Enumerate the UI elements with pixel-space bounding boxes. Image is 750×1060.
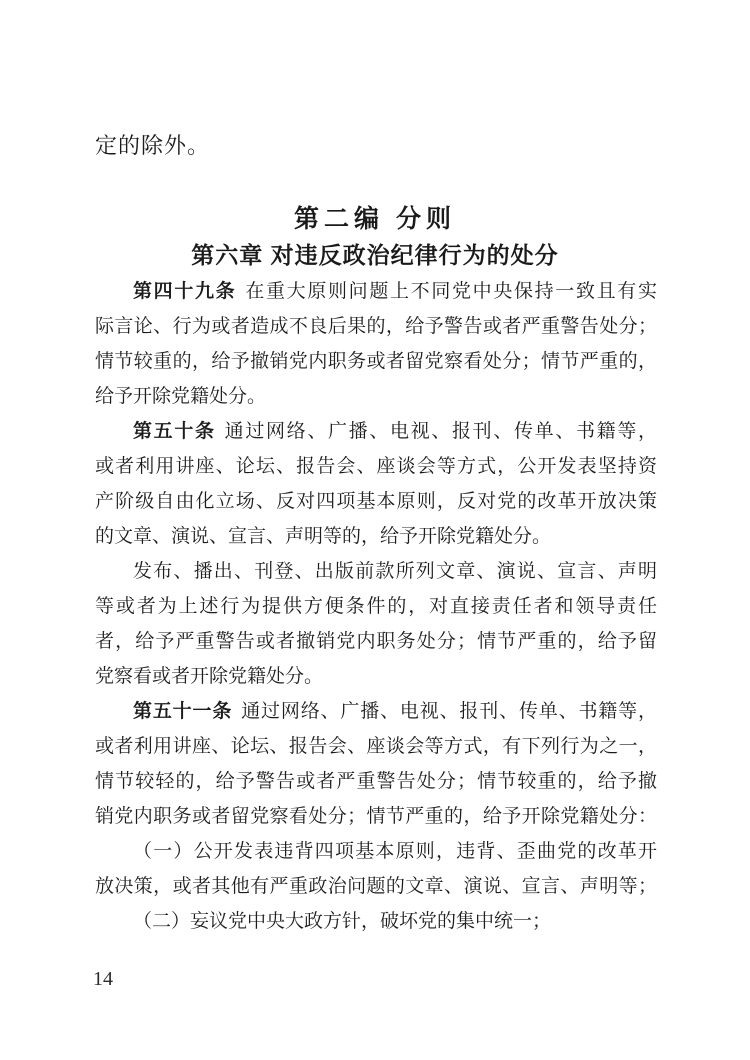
page-number: 14 <box>93 968 113 990</box>
text-line <box>95 344 657 379</box>
text-line <box>95 869 657 904</box>
text-line <box>95 554 657 589</box>
text-line <box>95 589 657 624</box>
article-number: 第五十条 <box>133 421 216 442</box>
line-text: （二）妄议党中央大政方针，破坏党的集中统一； <box>133 911 552 932</box>
line-text: 给予开除党籍处分。 <box>95 386 267 407</box>
body-text <box>95 274 657 939</box>
line-text: （一）公开发表违背四项基本原则，违背、歪曲党的改革开 <box>133 841 657 862</box>
line-text: 在重大原则问题上不同党中央保持一致且有实 <box>245 281 657 302</box>
text-line <box>95 659 657 694</box>
text-line <box>95 309 657 344</box>
text-line <box>95 519 657 554</box>
line-text: 者，给予严重警告或者撤销党内职务处分；情节严重的，给予留 <box>95 631 657 652</box>
part-heading: 第二编 分则 <box>294 205 456 233</box>
chapter-heading: 第六章 对违反政治纪律行为的处分 <box>191 242 559 268</box>
text-line <box>95 799 657 834</box>
line-text: 或者利用讲座、论坛、报告会、座谈会等方式，公开发表坚持资 <box>95 456 657 477</box>
line-text: 放决策，或者其他有严重政治问题的文章、演说、宣言、声明等； <box>95 876 657 897</box>
text-line <box>95 414 657 449</box>
line-text: 等或者为上述行为提供方便条件的，对直接责任者和领导责任 <box>95 596 657 617</box>
line-text: 或者利用讲座、论坛、报告会、座谈会等方式，有下列行为之一， <box>95 736 657 757</box>
line-text: 销党内职务或者留党察看处分；情节严重的，给予开除党籍处分： <box>95 806 657 827</box>
text-line <box>95 694 657 729</box>
text-line <box>95 274 657 309</box>
text-line <box>95 764 657 799</box>
line-text: 的文章、演说、宣言、声明等的，给予开除党籍处分。 <box>95 526 552 547</box>
text-line <box>95 904 657 939</box>
line-text: 通过网络、广播、电视、报刊、传单、书籍等， <box>241 701 657 722</box>
text-line <box>95 379 657 414</box>
text-line <box>95 624 657 659</box>
text-line <box>95 729 657 764</box>
line-text: 党察看或者开除党籍处分。 <box>95 666 324 687</box>
article-number: 第五十一条 <box>133 701 233 722</box>
text-line <box>95 484 657 519</box>
line-text: 情节较重的，给予撤销党内职务或者留党察看处分；情节严重的， <box>95 351 657 372</box>
line-text: 通过网络、广播、电视、报刊、传单、书籍等， <box>224 421 657 442</box>
text-line <box>95 834 657 869</box>
article-number: 第四十九条 <box>133 281 237 302</box>
line-text: 发布、播出、刊登、出版前款所列文章、演说、宣言、声明 <box>133 561 657 582</box>
line-text: 产阶级自由化立场、反对四项基本原则，反对党的改革开放决策 <box>95 491 657 512</box>
text-line <box>95 449 657 484</box>
line-text: 情节较轻的，给予警告或者严重警告处分；情节较重的，给予撤 <box>95 771 657 792</box>
line-text: 际言论、行为或者造成不良后果的，给予警告或者严重警告处分； <box>95 316 657 337</box>
continuation-text: 定的除外。 <box>95 133 211 158</box>
